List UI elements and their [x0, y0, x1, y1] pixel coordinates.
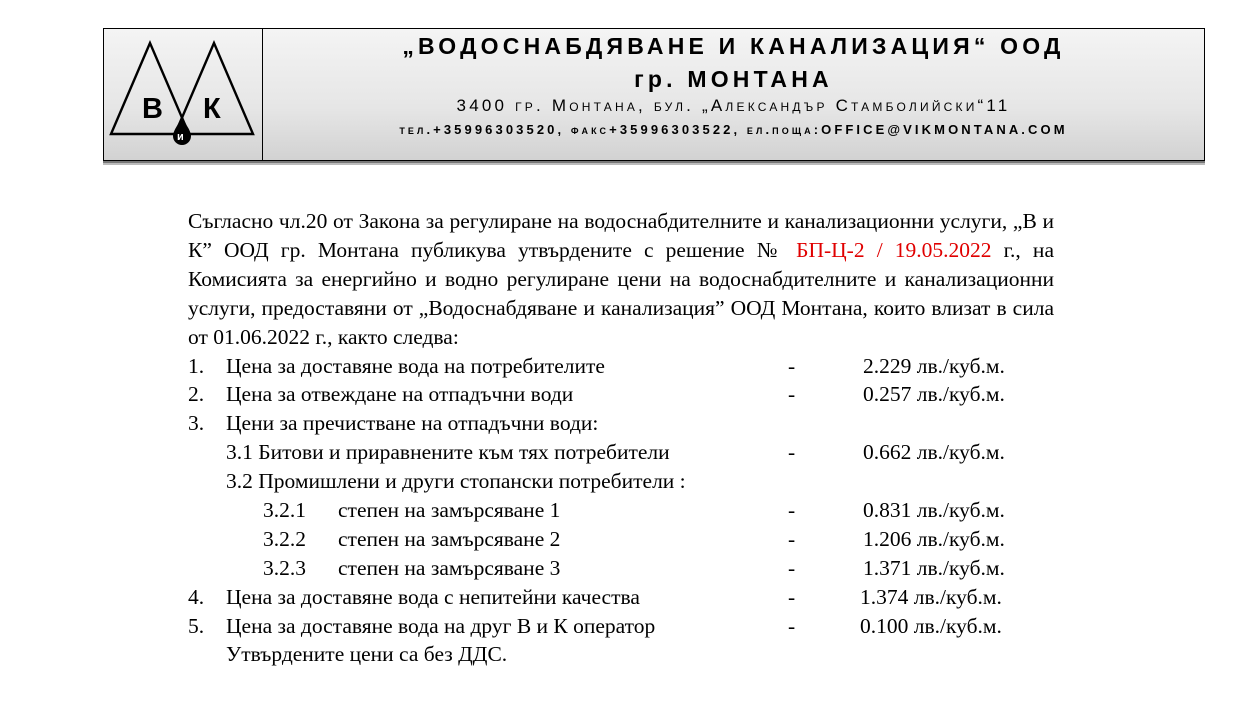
vat-note: Утвърдените цени са без ДДС. — [226, 642, 508, 667]
intro-text-start: Съгласно чл.20 от Закона за регулиране на водоснабдителните и канализационни услуги, „В и К” ООД гр. Монтана публикува утвърдените с решение № — [188, 209, 1054, 262]
document-body — [188, 207, 1054, 669]
item-number: 3. — [188, 411, 205, 436]
decision-reference: БП-Ц-2 / 19.05.2022 — [796, 237, 992, 262]
item-label: Цени за пречистване на отпадъчни води: — [226, 411, 599, 436]
item-label: Цена за доставяне вода на друг В и К оператор — [226, 613, 656, 638]
price-item-3 — [188, 409, 1054, 438]
price-item-2 — [188, 380, 1054, 409]
item-label: Цена за отвеждане на отпадъчни води — [226, 382, 574, 407]
item-dash: - — [788, 497, 796, 522]
subsubitem-label: степен на замърсяване 2 — [338, 526, 561, 551]
item-number: 2. — [188, 382, 205, 407]
city-prefix: гр. — [634, 66, 677, 92]
item-dash: - — [788, 526, 796, 551]
item-dash: - — [788, 555, 796, 580]
email-label: ел.поща: — [746, 122, 822, 137]
item-dash: - — [788, 353, 796, 378]
letterhead — [103, 28, 1205, 161]
company-address — [263, 96, 1204, 116]
price-subitem-3-1 — [188, 438, 1054, 467]
item-price: 2.229 лв./куб.м. — [863, 353, 1005, 378]
item-number: 5. — [188, 613, 205, 638]
logo-letter-left: В — [142, 93, 163, 125]
subsubitem-number: 3.2.2 — [263, 526, 306, 551]
item-dash: - — [788, 382, 796, 407]
logo-letter-right: К — [203, 93, 221, 125]
subsubitem-label: степен на замърсяване 3 — [338, 555, 561, 580]
company-logo — [104, 29, 263, 160]
item-label: Цена за доставяне вода с непитейни качества — [226, 584, 640, 609]
company-contacts — [263, 122, 1204, 137]
item-price: 0.100 лв./куб.м. — [860, 613, 1002, 638]
subsubitem-number: 3.2.1 — [263, 497, 306, 522]
item-price: 1.206 лв./куб.м. — [863, 526, 1005, 551]
vat-note-row — [188, 640, 1054, 669]
price-subitem-3-2 — [188, 467, 1054, 496]
subitem-label: 3.2 Промишлени и други стопански потребители : — [226, 469, 686, 494]
price-item-4 — [188, 583, 1054, 612]
item-price: 0.257 лв./куб.м. — [863, 382, 1005, 407]
intro-text-end: г., на Комисията за енергийно и водно регулиране цени на водоснабдителните и канализационни услуги, предоставяни от „Водоснабдяване и канализация” ООД Монтана, които влизат в сила от 01.06.2022 г., както следва: — [188, 237, 1054, 349]
intro-paragraph — [188, 207, 1054, 352]
fax-label: факс — [570, 122, 610, 137]
item-price: 0.831 лв./куб.м. — [863, 497, 1005, 522]
item-label: Цена за доставяне вода на потребителите — [226, 353, 605, 378]
price-subsubitem-3-2-2 — [188, 525, 1054, 554]
letterhead-text — [263, 29, 1204, 160]
logo-letter-center: и — [177, 131, 184, 143]
price-item-5 — [188, 612, 1054, 641]
price-item-1 — [188, 352, 1054, 381]
email-address: OFFICE@VIKMONTANA.COM — [821, 122, 1068, 137]
subitem-label: 3.1 Битови и приравнените към тях потребители — [226, 440, 670, 465]
address-street: гр. Монтана, бул. „Александър Стамболийски“11 — [515, 96, 1011, 115]
item-number: 1. — [188, 353, 205, 378]
item-price: 1.371 лв./куб.м. — [863, 555, 1005, 580]
address-zip: 3400 — [456, 96, 508, 115]
company-name: „ВОДОСНАБДЯВАНЕ И КАНАЛИЗАЦИЯ“ ООД — [402, 33, 1065, 59]
company-city — [263, 66, 1204, 93]
item-dash: - — [788, 613, 796, 638]
price-subsubitem-3-2-3 — [188, 554, 1054, 583]
vik-logo-icon — [108, 37, 258, 152]
price-subsubitem-3-2-1 — [188, 496, 1054, 525]
item-price: 1.374 лв./куб.м. — [860, 584, 1002, 609]
phone-number: +35996303520, — [433, 122, 565, 137]
item-number: 4. — [188, 584, 205, 609]
item-dash: - — [788, 440, 796, 465]
fax-number: +35996303522, — [609, 122, 741, 137]
city-name: МОНТАНА — [687, 66, 833, 92]
subsubitem-number: 3.2.3 — [263, 555, 306, 580]
item-price: 0.662 лв./куб.м. — [863, 440, 1005, 465]
subsubitem-label: степен на замърсяване 1 — [338, 497, 561, 522]
phone-label: тел. — [399, 122, 434, 137]
item-dash: - — [788, 584, 796, 609]
